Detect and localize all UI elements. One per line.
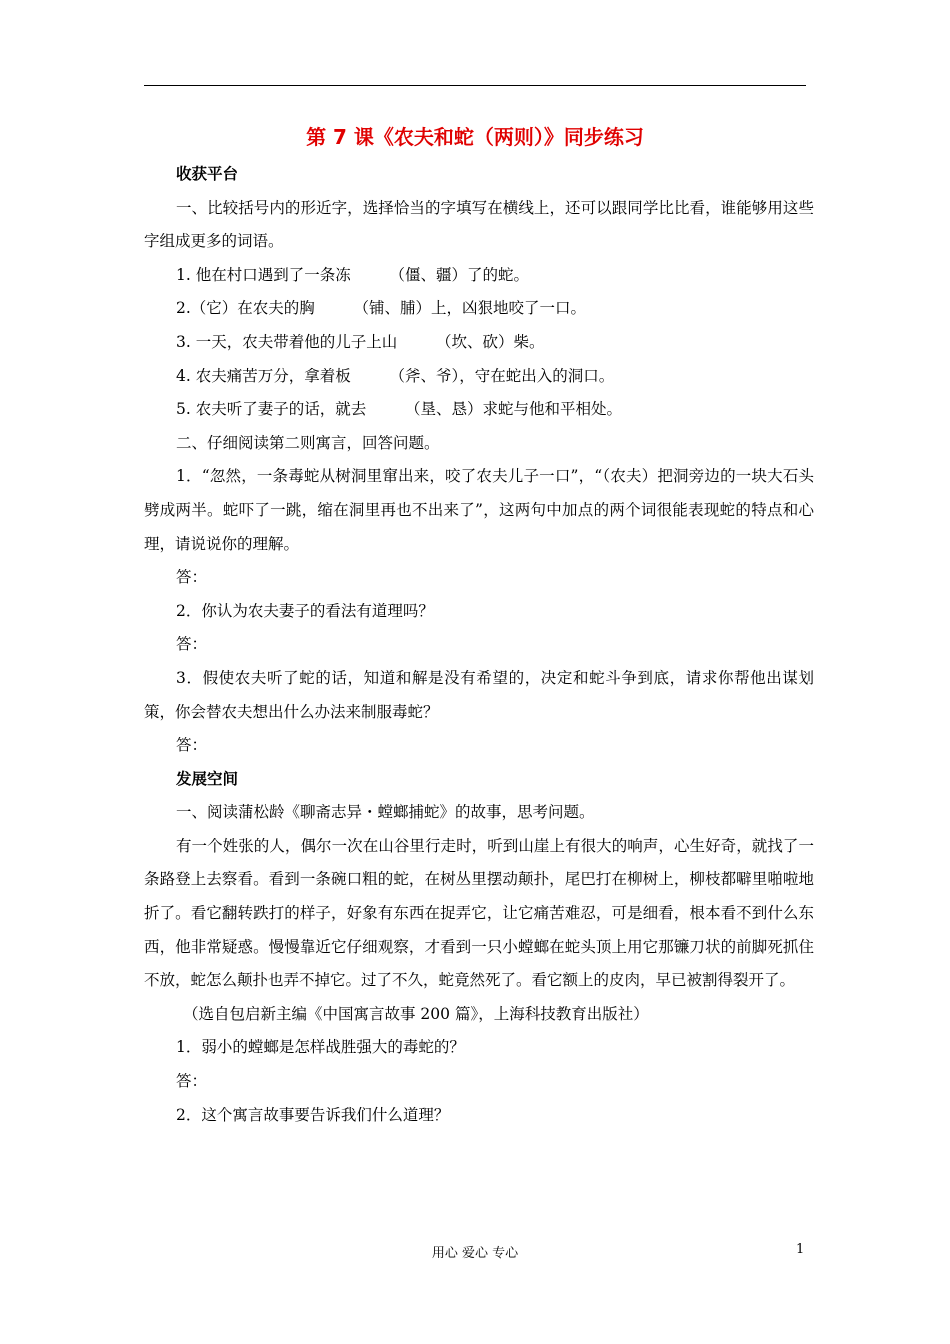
fill-item-4: 4. 农夫痛苦万分，拿着板 （斧、爷），守在蛇出入的洞口。 — [176, 366, 615, 385]
story-passage: 有一个姓张的人，偶尔一次在山谷里行走时，听到山崖上有很大的响声，心生好奇，就找了一条路登上去察看。看到一条碗口粗的蛇，在树丛里摆动颠扑，尾巴打在柳树上，柳枝都噼里啪啦地折了。看它翻转跌打的样子，好象有东西在捉弄它，让它痛苦难忍，可是细看，根本看不到什么东西，他非常疑惑。慢慢靠近它仔细观察，才看到一只小螳螂在蛇头顶上用它那镰刀状的前脚死抓住不放，蛇怎么颠扑也弄不掉它。过了不久，蛇竟然死了。看它额上的皮肉，早已被割得裂开了。 — [144, 836, 814, 990]
question-intro-2: 二、仔细阅读第二则寓言，回答问题。 — [176, 433, 440, 452]
reading-intro: 一、阅读蒲松龄《聊斋志异・螳螂捕蛇》的故事，思考问题。 — [176, 803, 595, 822]
page-number: 1 — [796, 1242, 805, 1257]
footer-motto: 用心 爱心 专心 — [431, 1246, 519, 1261]
reading-question-1: 1．弱小的螳螂是怎样战胜强大的毒蛇的？ — [176, 1038, 465, 1057]
header-rule — [144, 85, 806, 86]
reading-question-2: 2．这个寓言故事要告诉我们什么道理？ — [176, 1105, 450, 1124]
fill-item-3: 3. 一天，农夫带着他的儿子上山 （坎、砍）柴。 — [176, 332, 545, 351]
answer-label: 答： — [176, 568, 208, 587]
page-title: 第 7 课《农夫和蛇（两则）》同步练习 — [306, 125, 644, 149]
fill-item-5: 5. 农夫听了妻子的话，就去 （垦、恳）求蛇与他和平相处。 — [176, 400, 622, 419]
question-2-3: 3．假使农夫听了蛇的话，知道和解是没有希望的，决定和蛇斗争到底，请求你帮他出谋划策，你会替农夫想出什么办法来制服毒蛇？ — [144, 668, 814, 721]
answer-label: 答： — [176, 635, 208, 654]
section-heading-development: 发展空间 — [176, 769, 239, 788]
question-intro: 一、比较括号内的形近字，选择恰当的字填写在横线上，还可以跟同学比比看，谁能够用这些字组成更多的词语。 — [144, 198, 814, 251]
section-heading-harvest: 收获平台 — [176, 165, 239, 183]
fill-item-2: 2.（它）在农夫的胸 （铺、脯）上，凶狠地咬了一口。 — [176, 299, 587, 318]
answer-label: 答： — [176, 1072, 208, 1091]
worksheet-body — [144, 158, 814, 1132]
question-2-1: 1．“忽然，一条毒蛇从树洞里窜出来，咬了农夫儿子一口”，“（农夫）把洞旁边的一块大石头劈成两半。蛇吓了一跳，缩在洞里再也不出来了”，这两句中加点的两个词很能表现蛇的特点和心理，请说说你的理解。 — [144, 467, 814, 553]
story-source: （选自包启新主编《中国寓言故事 200 篇》，上海科技教育出版社） — [183, 1004, 649, 1023]
question-2-2: 2．你认为农夫妻子的看法有道理吗？ — [176, 601, 434, 620]
fill-item-1: 1. 他在村口遇到了一条冻 （僵、疆）了的蛇。 — [176, 265, 529, 284]
answer-label: 答： — [176, 736, 208, 755]
